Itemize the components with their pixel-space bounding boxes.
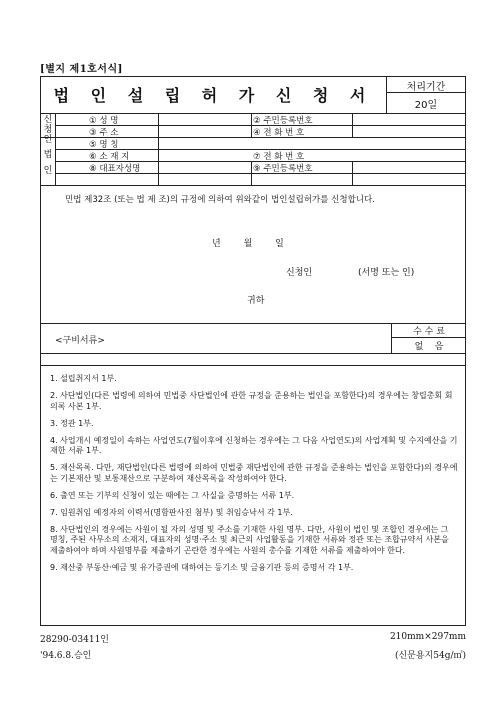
application-statement: 민법 제32조 (또는 법 제 조)의 규정에 의하여 위와같이 법인설립허가를 신청합니다. (65, 195, 375, 205)
applicant-address-label: ③ 주 소 (89, 128, 119, 138)
form-number-tag: [별지 제1호서식] (40, 64, 123, 75)
fee-label: 수 수 료 (413, 327, 445, 337)
applicant-name-label: ① 성 명 (89, 116, 119, 126)
requirement-item: 4. 사업개시 예정일이 속하는 사업연도(7월이후에 신청하는 경우에는 그 다음 사업연도)의 사업계획 및 수지예산을 기재한 서류 1부. (50, 435, 458, 455)
processing-time-value: 20일 (414, 100, 438, 111)
applicant-category: 신청인 (43, 115, 53, 145)
requirement-item: 5. 재산목록. 다만, 재단법인(다른 법령에 의하여 민법중 재단법인에 관한 규정을 준용하는 법인을 포함한다)의 경우에는 기본재산 및 보통재산으로 구분하여 재산목록을 작성하여야 한다. (50, 463, 458, 483)
corp-title-label: ⑤ 명 칭 (89, 140, 119, 150)
applicant-signature-label: 신청인 (286, 268, 313, 278)
processing-divider (386, 92, 465, 93)
list-top-line (41, 365, 465, 366)
date-line: 년 월 일 (212, 239, 284, 249)
corp-location-label: ⑥ 소 재 지 (89, 152, 130, 162)
paper-size: 210mm×297mm (389, 632, 466, 642)
form-title: 법 인 설 립 허 가 신 청 서 (53, 86, 374, 105)
grid-row-line (41, 185, 465, 186)
applicant-phone-label: ④ 전 화 번 호 (253, 128, 305, 138)
required-documents-list (50, 374, 458, 580)
requirement-item: 9. 재산중 부동산·예금 및 유가증권에 대하여는 등기소 및 금융기관 등의 증명서 각 1부. (50, 562, 354, 572)
addressee: 귀하 (247, 296, 265, 306)
form-code: 28290-03411인 (40, 635, 109, 645)
required-docs-label: <구비서류> (55, 336, 105, 346)
paper-type: (신문용지54g/㎡) (394, 651, 466, 661)
requirement-item: 1. 설립취지서 1부. (50, 374, 117, 383)
docs-bottom-line (41, 353, 465, 354)
signature-note: (서명 또는 인) (358, 268, 415, 278)
requirement-item: 2. 사단법인(다른 법령에 의하여 민법중 사단법인에 관한 규정을 준용하는 법인을 포함한다)의 경우에는 창립총회 회의록 사본 1부. (50, 391, 453, 411)
requirement-item: 3. 정관 1부. (50, 418, 94, 428)
fee-inner-line (391, 337, 465, 338)
corporation-category: 법인 (43, 150, 53, 176)
requirement-item: 6. 출연 또는 기부의 신청이 있는 때에는 그 사실을 증명하는 서류 1부. (50, 490, 295, 500)
corp-phone-label: ⑦ 전 화 번 호 (253, 152, 305, 162)
requirement-item: 8. 사단법인의 경우에는 사원이 될 자의 성명 및 주소를 기재한 사원 명부. 다만, 사원이 법인 및 조합인 경우에는 그 명칭, 주된 사무소의 소재지, 대표자의 성명·주소 및 최근의 사업활동을 기재한 서류와 정관 또는 조합규약서 사본을 제출하여야 하며 사원명부를 제출하기 곤란한 경우에는 사원의 총수를 기재한 서류를 제출하여야 한다. (50, 524, 449, 555)
approval-date: '94.6.8.승인 (40, 651, 92, 661)
corp-rep-id-label: ⑨ 주민등록번호 (253, 164, 313, 174)
corp-rep-name-label: ⑧ 대표자성명 (89, 164, 141, 174)
fee-value: 없 음 (414, 342, 444, 352)
applicant-id-label: ② 주민등록번호 (253, 116, 313, 126)
requirement-item: 7. 임원취임 예정자의 이력서(명함판사진 첨부) 및 취임승낙서 각 1부. (50, 507, 293, 517)
processing-time-label: 처리기간 (406, 82, 446, 93)
